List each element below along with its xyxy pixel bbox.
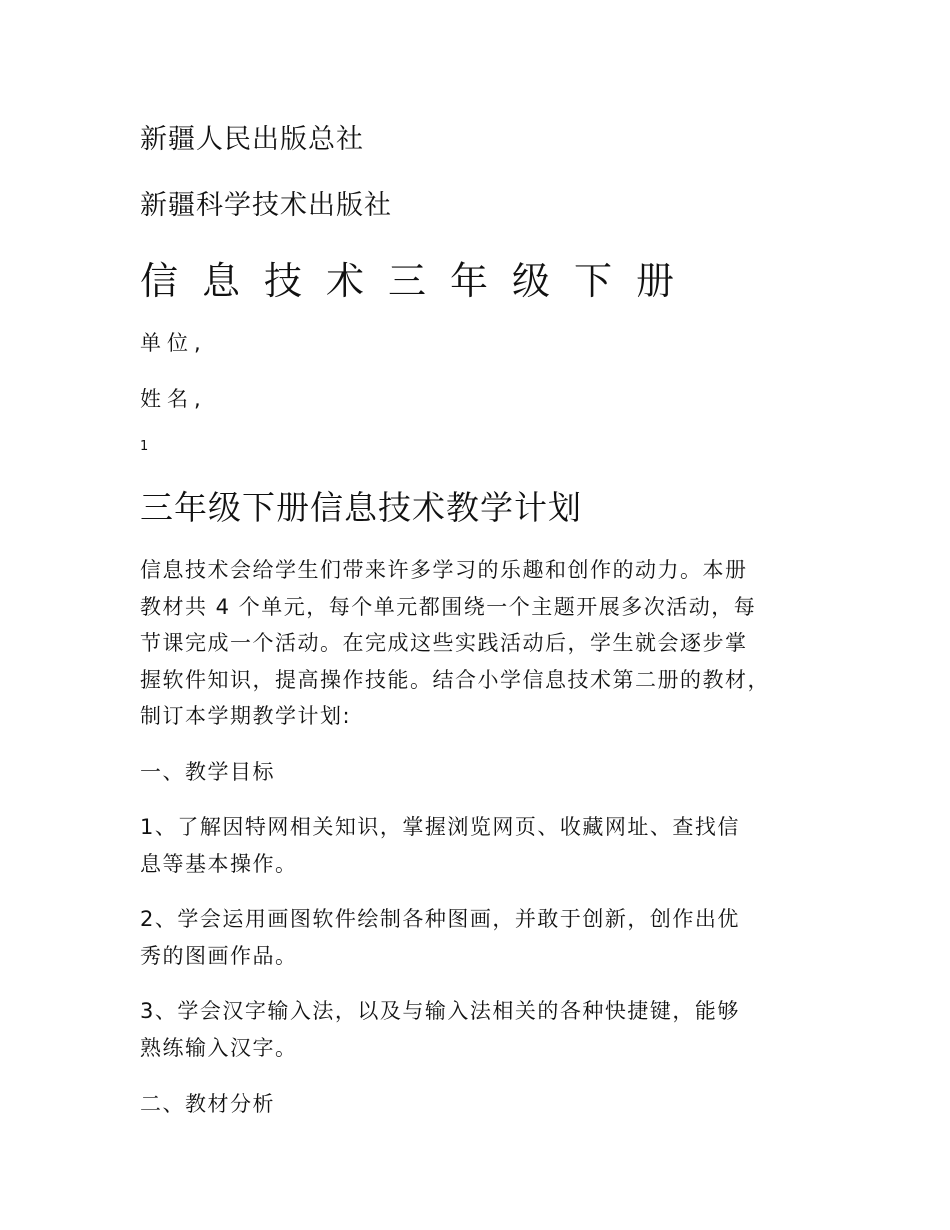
publisher-name-2: 新疆科学技术出版社 — [140, 190, 392, 221]
name-label: 姓名, — [140, 387, 207, 411]
intro-line: 握软件知识，提高操作技能。结合小学信息技术第二册的教材， — [140, 667, 770, 692]
intro-line: 教材共 4 个单元，每个单元都围绕一个主题开展多次活动，每 — [140, 594, 757, 619]
plan-title: 三年级下册信息技术教学计划 — [140, 488, 582, 527]
goal-2-paragraph — [140, 901, 830, 974]
section-heading-goals: 一、教学目标 — [140, 760, 275, 784]
book-title: 信息技术三年级下册 — [140, 259, 699, 303]
goal-1-line: 息等基本操作。 — [140, 851, 298, 876]
goal-3-line: 3、学会汉字输入法，以及与输入法相关的各种快捷键，能够 — [140, 999, 740, 1023]
unit-label: 单位, — [140, 331, 207, 355]
goal-3-paragraph — [140, 993, 830, 1066]
page-number: 1 — [140, 439, 149, 454]
intro-line: 信息技术会给学生们带来许多学习的乐趣和创作的动力。本册 — [140, 558, 748, 582]
goal-1-paragraph — [140, 809, 830, 882]
goal-2-line: 秀的图画作品。 — [140, 943, 298, 968]
intro-paragraph — [140, 552, 830, 735]
goal-1-line: 1、了解因特网相关知识，掌握浏览网页、收藏网址、查找信 — [140, 815, 740, 839]
goal-2-line: 2、学会运用画图软件绘制各种图画，并敢于创新，创作出优 — [140, 907, 740, 931]
goal-3-line: 熟练输入汉字。 — [140, 1035, 298, 1060]
section-heading-analysis: 二、教材分析 — [140, 1092, 275, 1116]
publisher-name-1: 新疆人民出版总社 — [140, 124, 364, 155]
intro-line: 制订本学期教学计划: — [140, 704, 352, 728]
intro-line: 节课完成一个活动。在完成这些实践活动后，学生就会逐步掌 — [140, 631, 748, 655]
